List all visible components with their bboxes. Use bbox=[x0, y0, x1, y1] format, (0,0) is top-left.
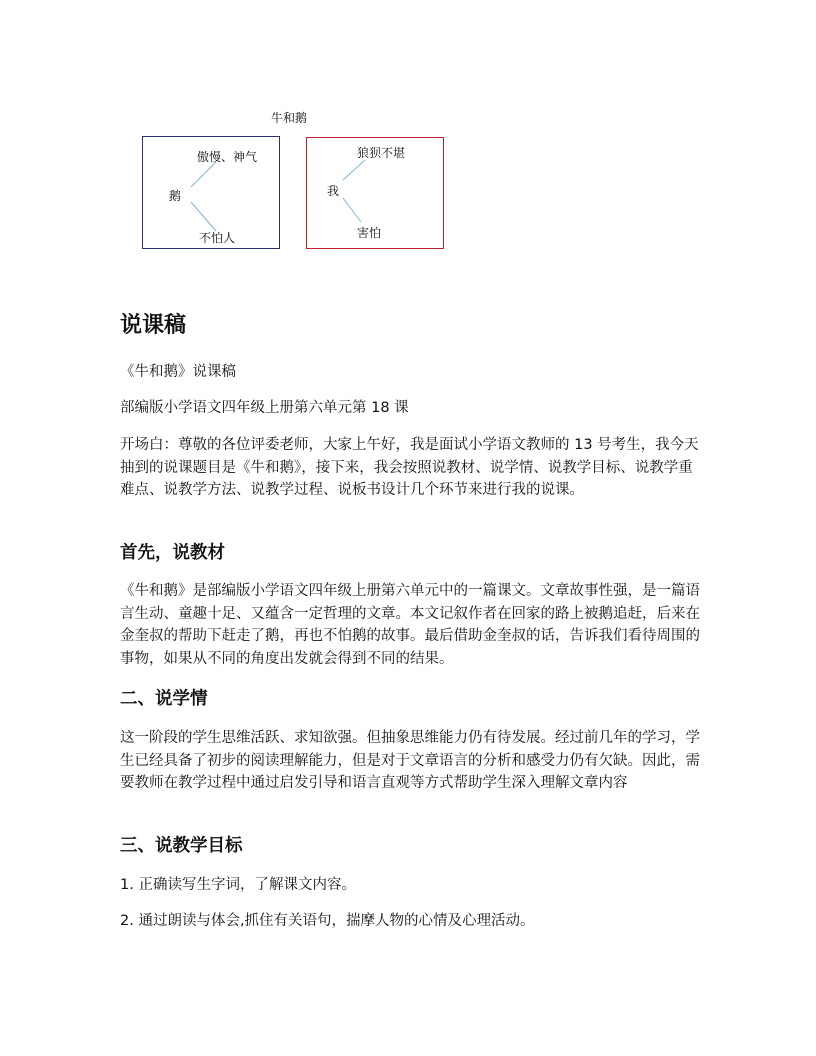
branch-line-bottom bbox=[343, 198, 361, 222]
branch-line-top bbox=[343, 160, 365, 180]
document-subtitle: 《牛和鹅》说课稿 bbox=[120, 364, 236, 380]
section-heading-goals: 三、说教学目标 bbox=[120, 836, 243, 856]
section-body-textbook: 《牛和鹅》是部编版小学语文四年级上册第六单元中的一篇课文。文章故事性强，是一篇语言生动、童趣十足、又蕴含一定哲理的文章。本文记叙作者在回家的路上被鹅追赶，后来在金奎叔的帮助下赶走了鹅，再也不怕鹅的故事。最后借助金奎叔的话，告诉我们看待周围的事物，如果从不同的角度出发就会得到不同的结果。 bbox=[120, 583, 700, 667]
board-box-me bbox=[306, 137, 444, 249]
goal-item: 1. 正确读写生字词，了解课文内容。 bbox=[120, 877, 356, 893]
branch-line-bottom bbox=[191, 202, 216, 231]
me-center-label: 我 bbox=[327, 184, 340, 198]
section-heading-textbook: 首先，说教材 bbox=[120, 543, 225, 563]
lesson-source: 部编版小学语文四年级上册第六单元第 18 课 bbox=[120, 400, 409, 416]
goose-top-label: 傲慢、神气 bbox=[197, 150, 258, 164]
goose-center-label: 鹅 bbox=[169, 189, 182, 203]
branch-line-top bbox=[191, 162, 216, 187]
opening-paragraph: 开场白：尊敬的各位评委老师，大家上午好，我是面试小学语文教师的 13 号考生，我今天抽到的说课题目是《牛和鹅》，接下来，我会按照说教材、说学情、说教学目标、说教学重难点、说教学方法、说教学过程、说板书设计几个环节来进行我的说课。 bbox=[120, 437, 699, 498]
me-bottom-label: 害怕 bbox=[357, 226, 382, 240]
section-body-students: 这一阶段的学生思维活跃、求知欲强。但抽象思维能力仍有待发展。经过前几年的学习，学生已经具备了初步的阅读理解能力，但是对于文章语言的分析和感受力仍有欠缺。因此，需要教师在教学过程中通过启发引导和语言直观等方式帮助学生深入理解文章内容 bbox=[120, 730, 700, 791]
goose-bottom-label: 不怕人 bbox=[199, 231, 236, 245]
board-title: 牛和鹅 bbox=[271, 111, 308, 125]
section-heading-students: 二、说学情 bbox=[120, 689, 208, 709]
board-box-goose bbox=[142, 136, 280, 249]
goal-item: 2. 通过朗读与体会,抓住有关语句，揣摩人物的心情及心理活动。 bbox=[120, 913, 535, 929]
document-title: 说课稿 bbox=[120, 313, 187, 338]
me-top-label: 狼狈不堪 bbox=[357, 146, 406, 160]
